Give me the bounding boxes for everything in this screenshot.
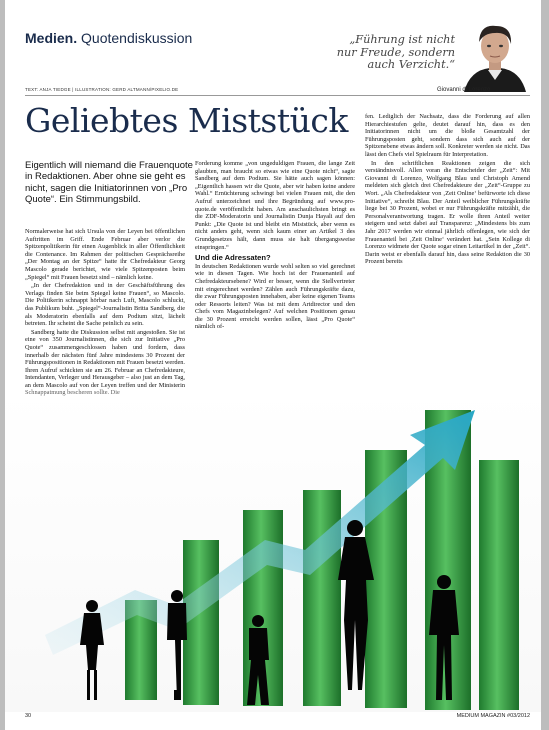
credit-line: TEXT: ANJA TIEDGE | ILLUSTRATION: GERD ALTMANN/PIXELIO.DE <box>25 87 179 92</box>
text-column-2 <box>195 160 355 332</box>
paragraph: In deutschen Redaktionen wurde wohl selten so viel gerechnet wie in diesen Tagen. Wie hoch ist der Frauenanteil auf Chefredakteursebene? Wird er besser, wenn die Stellvertreter mit eingerechnet werden? Zählen auch Führungskräfte dazu, die zwar Führungsposten innehaben, aber keine eigenen Teams oder Ressorts leiten? Was ist mit dem Artdirector und den Chefs vom Magazinbelegen? Auf welchen Positionen genau die 30 Prozent erreicht werden sollen, lässt „Pro Quote“ nämlich of- <box>195 262 355 331</box>
paragraph: Normalerweise hat sich Ursula von der Leyen bei öffentlichen Auftritten im Griff. Ende Februar aber verlor die Spitzenpolitikerin für einen Augenblick in aller Öffentlichkeit die Contenance. Im Rahmen der politischen Gesprächsreihe „Der Montag an der Spitze“ hatte ihr Chefredakteur Georg Mascolo gerade berichtet, wie viele Spitzenposten beim „Spiegel“ mit Frauen besetzt sind – nämlich keine. <box>25 228 185 281</box>
quote-line: „Führung ist nicht <box>349 33 455 46</box>
topic-label: Quotendiskussion <box>81 30 193 46</box>
paragraph: In den schriftlichen Reaktionen zeigen die sich verständnisvoll. Allen voran die Entscheider der „Zeit“: Mit Giovanni di Lorenzo, Wolfgang Blau und Christoph Amend meldeten sich gleich drei Chefredakteure der „Zeit“-Gruppe zu Wort. „Als Chefredakteur von ‚Zeit Online‘ befürworte ich diese Initiative“, schreibt Blau. Der Anteil weiblicher Führungskräfte liege bei 30 Prozent, wobei er nur Führungskräfte mitzählt, die Personalverantwortung tragen. Er wolle ihren Anteil weiter steigern und setzt dabei auf Transparenz: „Mindestens bis zum Jahr 2017 werden wir einmal jährlich offenlegen, wie sich der Frauenanteil bei ‚Zeit Online‘ verändert hat. „Sein Kollege di Lorenzo widmete der Quote sogar einen Leitartikel in der „Zeit“. Darin weist er ebenfalls darauf hin, dass seine Redaktion die 30 Prozent bereits <box>365 159 530 266</box>
illustration <box>5 390 541 712</box>
pull-quote <box>305 34 455 72</box>
subheading: Und die Adressaten? <box>195 253 271 263</box>
header-rule <box>25 95 530 96</box>
page-number: 30 <box>25 713 32 719</box>
portrait-photo <box>460 18 530 92</box>
section-label: Medien. <box>25 30 78 46</box>
portrait-caption: Giovanni di Lorenzo <box>437 87 491 93</box>
paragraph: Sandberg hatte die Diskussion selbst mit angestoßen. Sie ist eine von 350 Journalistinnen, die sich zur Initiative „Pro Quote“ zusammengeschlossen haben und fordern, dass innerhalb der nächsten fünf Jahre mindestens 30 Prozent der Führungspositionen in Redaktionen mit Frauen besetzt werden. Ihren Aufruf schickten sie am 26. Februar an Chefredakteure, Intendanten, Verleger und Herausgeber – also just an dem Tag, an dem Mascolo auf von der Leyen treffen und der Ministerin Schnappatmung bescheren sollte. Die <box>25 328 185 397</box>
text-column-1 <box>25 228 185 398</box>
section-header <box>25 30 192 46</box>
text-column-3 <box>365 113 530 267</box>
right-edge <box>541 0 549 730</box>
magazine-page <box>5 0 541 730</box>
article-lead: Eigentlich will niemand die Frauenquote in Redaktionen. Aber ohne sie geht es nicht, sagen die Initiatorinnen von „Pro Quote“. Ein Stimmungsbild. <box>25 160 193 205</box>
paragraph: fen. Lediglich der Nachsatz, dass die Forderung auf allen Hierarchiestufen gelte, deutet darauf hin, dass es den Initiatorinnen nicht um die bloße Gesamtzahl der Führungsposten geht, sondern dass sich auch auf der Spitzenebene etwas ändern soll. Konkreter werden sie nicht. Das lässt den Chefs viel Spielraum für Interpretation. <box>365 113 530 158</box>
paragraph: „In der Chefredaktion und in der Geschäftsführung des Verlags finden Sie beim Spiegel keine Frauen“, so Mascolo. Die Politikerin schnappt hörbar nach Luft, Mascolo schluckt, das Publikum buht. „Spiegel“-Journalistin Britta Sandberg, die als Moderatorin ebenfalls auf dem Podium sitzt, lächelt betreten. Ihr scheint die Sache peinlich zu sein. <box>25 282 185 328</box>
magazine-issue: MEDIUM MAGAZIN #03/2012 <box>456 713 530 719</box>
quote-line: nur Freude, sondern <box>336 45 455 59</box>
quote-line: auch Verzicht.“ <box>367 58 455 72</box>
paragraph: Forderung komme „von ungeduldigen Frauen, die lange Zeit glaubten, man braucht so etwas wie eine Quote nicht“, sagte Sandberg auf dem Podium. Sie hätte auch sagen können: „Eigentlich hassen wir die Quote, aber wir haben keine andere Wahl.“ Ernüchterung schwingt bei vielen Frauen mit, die den Aufruf unterzeichnet und ihre Begründung auf www.pro-quote.de veröffentlicht haben. Am anschaulichsten bringt es die ZDF-Moderatorin und Journalistin Dunja Hayali auf den Punkt: „Die Quote ist und bleibt ein Miststück, aber wenn es nicht anders geht, wenn sich kaum einer an Artikel 3 des Grundgesetzes hält, dann muss sie halt übergangsweise einspringen.“ <box>195 160 355 251</box>
article-title: Geliebtes Miststück <box>25 101 348 140</box>
